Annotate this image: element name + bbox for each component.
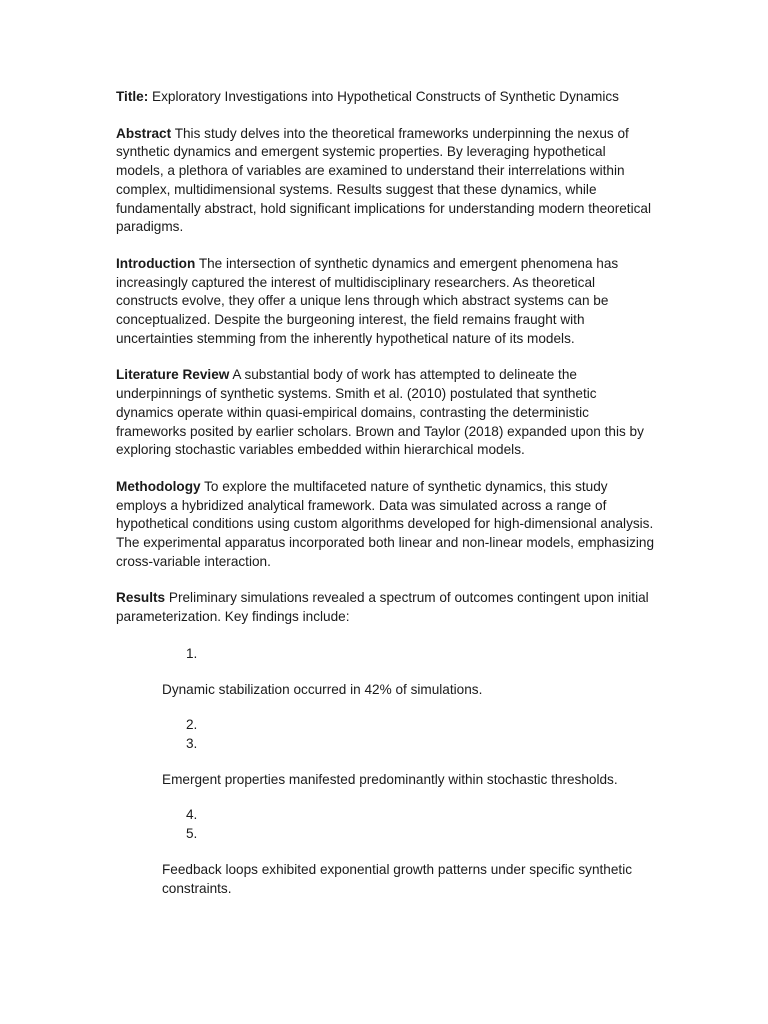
introduction-label: Introduction	[116, 255, 196, 271]
finding-item-2: Emergent properties manifested predominantly within stochastic thresholds.	[162, 771, 618, 787]
literature-review-text: A substantial body of work has attempted to delineate the underpinnings of synthetic systems. Smith et al. (2010) postulated that synthetic dynamics operate within quasi-empirical domains, contrasting the deterministic frameworks posited by earlier scholars. Brown and Taylor (2018) expanded upon this by exploring stochastic variables embedded within hierarchical models.	[116, 367, 644, 458]
list-number-4: 4.	[186, 807, 198, 823]
list-number-1: 1.	[186, 645, 198, 661]
title-label: Title:	[116, 89, 149, 104]
results-text: Preliminary simulations revealed a spectrum of outcomes contingent upon initial parameterization. Key findings include:	[116, 590, 649, 625]
methodology-label: Methodology	[116, 478, 201, 494]
title-text: Exploratory Investigations into Hypothetical Constructs of Synthetic Dynamics	[152, 89, 619, 104]
document-page	[116, 88, 656, 898]
introduction-text: The intersection of synthetic dynamics and emergent phenomena has increasingly captured the interest of multidisciplinary researchers. As theoretical constructs evolve, they offer a unique lens through which abstract systems can be conceptualized. Despite the burgeoning interest, the field remains fraught with uncertainties stemming from the inherently hypothetical nature of its models.	[116, 255, 619, 346]
abstract-text: This study delves into the theoretical frameworks underpinning the nexus of synthetic dynamics and emergent systemic properties. By leveraging hypothetical models, a plethora of variables are examined to understand their interrelations within complex, multidimensional systems. Results suggest that these dynamics, while fundamentally abstract, hold significant implications for understanding modern theoretical paradigms.	[116, 125, 651, 235]
list-number-5: 5.	[186, 826, 198, 842]
methodology-text: To explore the multifaceted nature of synthetic dynamics, this study employs a hybridized analytical framework. Data was simulated across a range of hypothetical conditions using custom algorithms developed for high-dimensional analysis. The experimental apparatus incorporated both linear and non-linear models, emphasizing cross-variable interaction.	[116, 478, 655, 569]
abstract-label: Abstract	[116, 125, 172, 141]
list-number-2: 2.	[186, 717, 198, 733]
finding-item-3: Feedback loops exhibited exponential growth patterns under specific synthetic constraints.	[162, 861, 633, 896]
methodology-paragraph	[116, 478, 656, 572]
literature-review-paragraph	[116, 366, 656, 460]
title-paragraph	[116, 88, 656, 107]
finding-item-1: Dynamic stabilization occurred in 42% of simulations.	[162, 681, 483, 697]
results-paragraph	[116, 589, 656, 626]
literature-review-label: Literature Review	[116, 367, 230, 383]
results-findings-list	[116, 645, 656, 898]
results-label: Results	[116, 590, 166, 606]
introduction-paragraph	[116, 255, 656, 349]
abstract-paragraph	[116, 125, 656, 237]
list-number-3: 3.	[186, 735, 198, 751]
